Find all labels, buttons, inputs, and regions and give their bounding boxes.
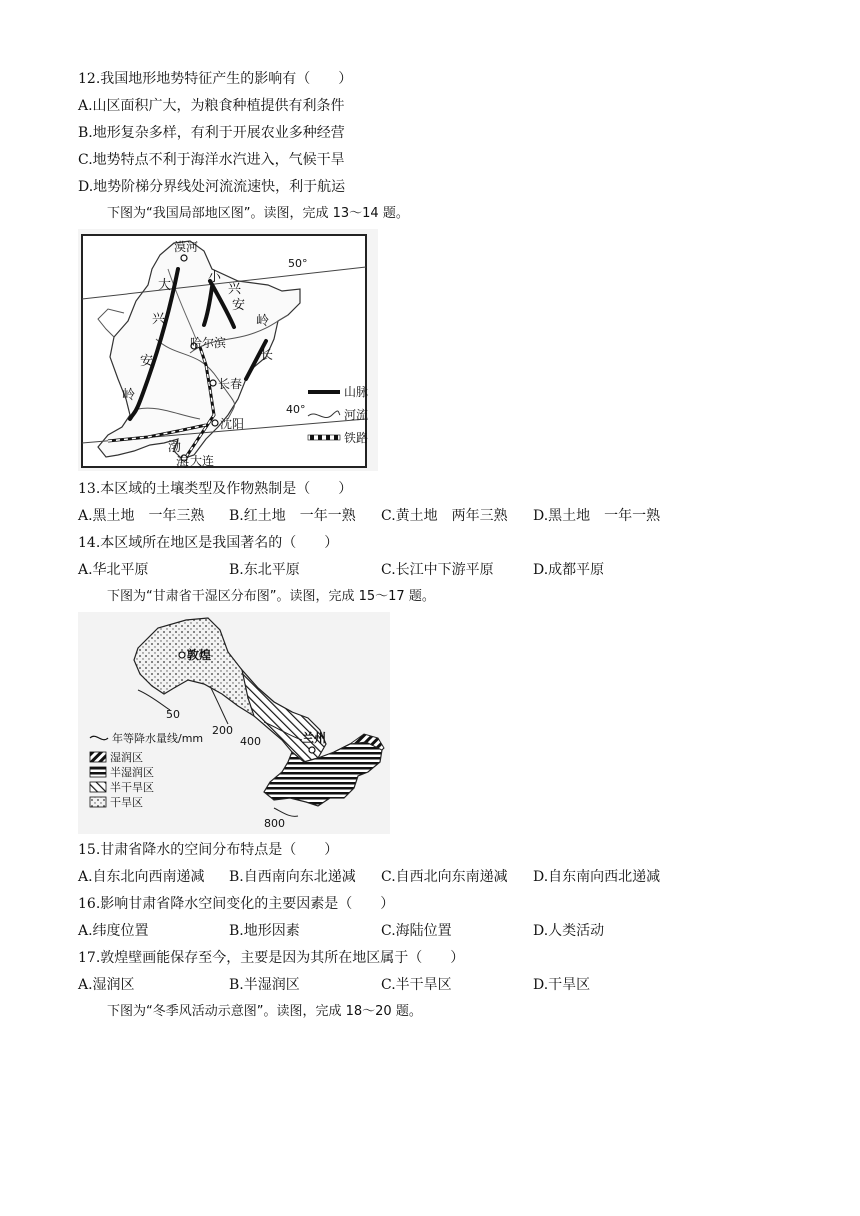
sea-label-bo: 渤 [168, 440, 182, 455]
range-label-xiao-an: 安 [232, 298, 246, 313]
map1-intro: 下图为“我国局部地区图”。读图，完成 13～14 题。 [107, 206, 409, 221]
question-13-option-a: A.黑土地 一年三熟 [78, 508, 205, 524]
question-12-option-b: B.地形复杂多样，有利于开展农业多种经营 [78, 125, 345, 141]
question-12-option-c: C.地势特点不利于海洋水汽进入，气候干旱 [78, 152, 345, 168]
question-13-option-c: C.黄土地 两年三熟 [381, 508, 508, 524]
question-14-option-c: C.长江中下游平原 [381, 562, 494, 578]
question-14-option-d: D.成都平原 [533, 562, 605, 578]
legend-arid-label: 干旱区 [110, 796, 143, 809]
isoline-200-label: 200 [212, 724, 233, 737]
legend-semi-humid-label: 半湿润区 [110, 766, 154, 779]
latitude-50-label: 50° [288, 257, 308, 270]
isoline-400-label: 400 [240, 735, 261, 748]
question-16-option-a: A.纬度位置 [78, 923, 149, 939]
legend-mountain-label: 山脉 [344, 385, 369, 399]
place-label-dalian: 大连 [190, 454, 215, 468]
range-label-da: 大 [158, 278, 172, 293]
range-label-xing: 兴 [152, 312, 166, 327]
northeast-china-map [78, 229, 378, 471]
question-17-option-b: B.半湿润区 [229, 977, 300, 993]
place-label-lanzhou: 兰州 [302, 731, 327, 745]
place-label-mohe: 漠河 [174, 240, 199, 254]
question-15-option-b: B.自西南向东北递减 [229, 869, 356, 885]
legend-river-label: 河流 [344, 408, 369, 422]
map2-intro: 下图为“甘肃省干湿区分布图”。读图，完成 15～17 题。 [107, 589, 435, 604]
place-label-dunhuang: 敦煌 [187, 648, 212, 662]
question-12-option-a: A.山区面积广大，为粮食种植提供有利条件 [78, 98, 345, 114]
map3-intro: 下图为“冬季风活动示意图”。读图，完成 18～20 题。 [107, 1004, 422, 1019]
question-14-stem: 14.本区域所在地区是我国著名的（ ） [78, 535, 339, 551]
isoline-800-label: 800 [264, 817, 285, 830]
isoline-50-label: 50 [166, 708, 180, 721]
question-16-option-d: D.人类活动 [533, 923, 605, 939]
legend-railway-label: 铁路 [344, 431, 369, 445]
question-12-option-d: D.地势阶梯分界线处河流流速快，利于航运 [78, 179, 346, 195]
place-label-shenyang: 沈阳 [220, 417, 245, 431]
range-label-xiao: 小 [208, 270, 222, 285]
question-14-option-a: A.华北平原 [78, 562, 149, 578]
question-12-stem: 12.我国地形地势特征产生的影响有（ ） [78, 71, 353, 87]
gansu-moisture-map [78, 612, 390, 834]
legend-isoline-label: 年等降水量线/mm [112, 732, 204, 745]
range-label-ling: 岭 [122, 388, 136, 403]
question-16-option-b: B.地形因素 [229, 923, 300, 939]
range-label-xiao-ling: 岭 [256, 314, 270, 329]
question-15-option-a: A.自东北向西南递减 [78, 869, 205, 885]
range-label-chang: 长 [260, 348, 274, 363]
place-label-harbin: 哈尔滨 [190, 336, 227, 350]
question-13-stem: 13.本区域的土壤类型及作物熟制是（ ） [78, 481, 353, 497]
latitude-40-label: 40° [286, 403, 306, 416]
legend-humid-label: 湿润区 [110, 751, 143, 764]
question-17-option-d: D.干旱区 [533, 977, 591, 993]
question-15-option-c: C.自西北向东南递减 [381, 869, 508, 885]
question-17-option-c: C.半干旱区 [381, 977, 452, 993]
question-15-stem: 15.甘肃省降水的空间分布特点是（ ） [78, 842, 339, 858]
question-16-option-c: C.海陆位置 [381, 923, 452, 939]
question-17-stem: 17.敦煌壁画能保存至今，主要是因为其所在地区属于（ ） [78, 950, 465, 966]
question-15-option-d: D.自东南向西北递减 [533, 869, 661, 885]
sea-label-hai: 海 [176, 456, 190, 471]
range-label-an: 安 [140, 354, 154, 369]
place-label-changchun: 长春 [218, 377, 243, 391]
range-label-xiao-xing: 兴 [228, 282, 242, 297]
question-13-option-b: B.红土地 一年一熟 [229, 508, 356, 524]
legend-semi-arid-label: 半干旱区 [110, 781, 154, 794]
question-17-option-a: A.湿润区 [78, 977, 135, 993]
question-16-stem: 16.影响甘肃省降水空间变化的主要因素是（ ） [78, 896, 395, 912]
question-13-option-d: D.黑土地 一年一熟 [533, 508, 661, 524]
question-14-option-b: B.东北平原 [229, 562, 300, 578]
